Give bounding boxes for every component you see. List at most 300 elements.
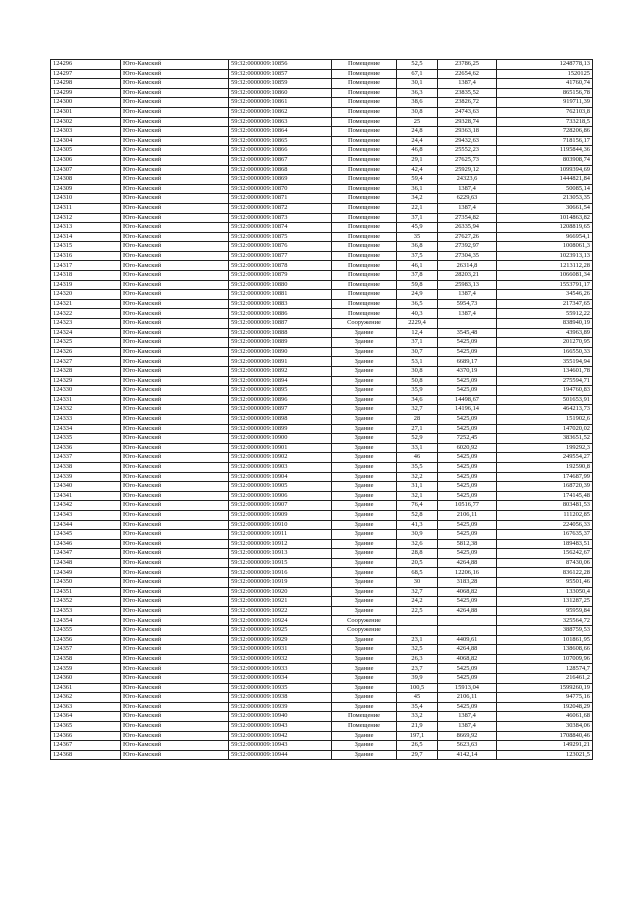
- area-cell: 100,5: [397, 683, 438, 693]
- object-type-cell: Помещение: [332, 155, 397, 165]
- object-type-cell: Здание: [332, 530, 397, 540]
- region-name-cell: Юго-Камский: [121, 69, 229, 79]
- unit-value-cell: 5425,09: [438, 472, 497, 482]
- row-number-cell: 124331: [51, 395, 121, 405]
- unit-value-cell: 23826,72: [438, 98, 497, 108]
- cadastral-value-cell: 464213,73: [497, 405, 593, 415]
- table-row: [51, 242, 593, 252]
- row-number-cell: 124329: [51, 376, 121, 386]
- cadastral-value-cell: 133050,4: [497, 587, 593, 597]
- cadastral-number-cell: 59:32:0000009:10919: [229, 578, 332, 588]
- area-cell: [397, 616, 438, 626]
- table-row: [51, 597, 593, 607]
- row-number-cell: 124363: [51, 702, 121, 712]
- cadastral-value-cell: 213053,35: [497, 194, 593, 204]
- cadastral-number-cell: 59:32:0000009:10897: [229, 405, 332, 415]
- cadastral-value-cell: 167635,37: [497, 530, 593, 540]
- object-type-cell: Помещение: [332, 107, 397, 117]
- table-row: [51, 530, 593, 540]
- table-row: [51, 434, 593, 444]
- cadastral-value-cell: 138608,66: [497, 645, 593, 655]
- row-number-cell: 124302: [51, 117, 121, 127]
- row-number-cell: 124343: [51, 510, 121, 520]
- cadastral-value-cell: 168720,39: [497, 482, 593, 492]
- row-number-cell: 124333: [51, 414, 121, 424]
- row-number-cell: 124355: [51, 626, 121, 636]
- object-type-cell: Помещение: [332, 79, 397, 89]
- row-number-cell: 124309: [51, 184, 121, 194]
- cadastral-value-cell: 156242,67: [497, 549, 593, 559]
- object-type-cell: Помещение: [332, 309, 397, 319]
- object-type-cell: Помещение: [332, 280, 397, 290]
- region-name-cell: Юго-Камский: [121, 290, 229, 300]
- table-row: [51, 223, 593, 233]
- table-row: [51, 261, 593, 271]
- area-cell: 34,2: [397, 194, 438, 204]
- area-cell: 39,9: [397, 674, 438, 684]
- object-type-cell: Сооружение: [332, 319, 397, 329]
- unit-value-cell: 14498,67: [438, 395, 497, 405]
- row-number-cell: 124358: [51, 654, 121, 664]
- unit-value-cell: [438, 319, 497, 329]
- row-number-cell: 124347: [51, 549, 121, 559]
- row-number-cell: 124325: [51, 338, 121, 348]
- object-type-cell: Здание: [332, 328, 397, 338]
- cadastral-value-cell: 30661,54: [497, 203, 593, 213]
- cadastral-number-cell: 59:32:0000009:10856: [229, 60, 332, 70]
- unit-value-cell: 3545,48: [438, 328, 497, 338]
- object-type-cell: Здание: [332, 482, 397, 492]
- area-cell: 46,1: [397, 261, 438, 271]
- table-row: [51, 127, 593, 137]
- cadastral-number-cell: 59:32:0000009:10874: [229, 223, 332, 233]
- region-name-cell: Юго-Камский: [121, 539, 229, 549]
- row-number-cell: 124323: [51, 319, 121, 329]
- area-cell: 41,3: [397, 520, 438, 530]
- area-cell: 34,6: [397, 395, 438, 405]
- region-name-cell: Юго-Камский: [121, 510, 229, 520]
- area-cell: 32,1: [397, 491, 438, 501]
- cadastral-value-cell: 1208819,65: [497, 223, 593, 233]
- area-cell: 45: [397, 693, 438, 703]
- area-cell: 23,7: [397, 664, 438, 674]
- object-type-cell: Здание: [332, 491, 397, 501]
- unit-value-cell: 25929,12: [438, 165, 497, 175]
- area-cell: 35: [397, 232, 438, 242]
- unit-value-cell: [438, 616, 497, 626]
- cadastral-number-cell: 59:32:0000009:10942: [229, 731, 332, 741]
- object-type-cell: Помещение: [332, 223, 397, 233]
- region-name-cell: Юго-Камский: [121, 654, 229, 664]
- unit-value-cell: [438, 626, 497, 636]
- cadastral-value-cell: 803908,74: [497, 155, 593, 165]
- region-name-cell: Юго-Камский: [121, 347, 229, 357]
- cadastral-value-cell: 189483,51: [497, 539, 593, 549]
- table-row: [51, 606, 593, 616]
- object-type-cell: Здание: [332, 693, 397, 703]
- table-row: [51, 280, 593, 290]
- area-cell: 42,4: [397, 165, 438, 175]
- row-number-cell: 124316: [51, 251, 121, 261]
- cadastral-number-cell: 59:32:0000009:10911: [229, 530, 332, 540]
- cadastral-number-cell: 59:32:0000009:10931: [229, 645, 332, 655]
- cadastral-number-cell: 59:32:0000009:10889: [229, 338, 332, 348]
- object-type-cell: Здание: [332, 414, 397, 424]
- area-cell: 27,1: [397, 424, 438, 434]
- region-name-cell: Юго-Камский: [121, 549, 229, 559]
- area-cell: 38,6: [397, 98, 438, 108]
- table-row: [51, 376, 593, 386]
- object-type-cell: Здание: [332, 597, 397, 607]
- cadastral-number-cell: 59:32:0000009:10943: [229, 721, 332, 731]
- unit-value-cell: 27354,82: [438, 213, 497, 223]
- unit-value-cell: 5425,09: [438, 453, 497, 463]
- row-number-cell: 124318: [51, 271, 121, 281]
- cadastral-number-cell: 59:32:0000009:10887: [229, 319, 332, 329]
- cadastral-value-cell: 1195844,36: [497, 146, 593, 156]
- row-number-cell: 124348: [51, 558, 121, 568]
- cadastral-number-cell: 59:32:0000009:10925: [229, 626, 332, 636]
- object-type-cell: Здание: [332, 568, 397, 578]
- unit-value-cell: 27392,97: [438, 242, 497, 252]
- object-type-cell: Помещение: [332, 299, 397, 309]
- cadastral-value-cell: 216461,2: [497, 674, 593, 684]
- object-type-cell: Помещение: [332, 213, 397, 223]
- row-number-cell: 124339: [51, 472, 121, 482]
- table-row: [51, 568, 593, 578]
- row-number-cell: 124297: [51, 69, 121, 79]
- table-row: [51, 165, 593, 175]
- cadastral-number-cell: 59:32:0000009:10881: [229, 290, 332, 300]
- unit-value-cell: 12206,16: [438, 568, 497, 578]
- area-cell: 59,4: [397, 175, 438, 185]
- cadastral-value-cell: 34546,26: [497, 290, 593, 300]
- row-number-cell: 124335: [51, 434, 121, 444]
- object-type-cell: Здание: [332, 405, 397, 415]
- area-cell: 30,1: [397, 79, 438, 89]
- cadastral-value-cell: 123021,5: [497, 750, 593, 760]
- cadastral-value-cell: 249554,27: [497, 453, 593, 463]
- object-type-cell: Помещение: [332, 203, 397, 213]
- cadastral-number-cell: 59:32:0000009:10904: [229, 472, 332, 482]
- row-number-cell: 124353: [51, 606, 121, 616]
- unit-value-cell: 5425,09: [438, 347, 497, 357]
- region-name-cell: Юго-Камский: [121, 472, 229, 482]
- area-cell: 68,5: [397, 568, 438, 578]
- table-row: [51, 309, 593, 319]
- unit-value-cell: 25552,23: [438, 146, 497, 156]
- cadastral-number-cell: 59:32:0000009:10862: [229, 107, 332, 117]
- cadastral-value-table: [50, 59, 593, 760]
- area-cell: 30,7: [397, 347, 438, 357]
- region-name-cell: Юго-Камский: [121, 453, 229, 463]
- cadastral-value-cell: 174687,99: [497, 472, 593, 482]
- cadastral-number-cell: 59:32:0000009:10940: [229, 712, 332, 722]
- area-cell: 33,2: [397, 712, 438, 722]
- unit-value-cell: 6020,92: [438, 443, 497, 453]
- cadastral-value-cell: 217347,65: [497, 299, 593, 309]
- area-cell: 35,4: [397, 702, 438, 712]
- region-name-cell: Юго-Камский: [121, 127, 229, 137]
- object-type-cell: Помещение: [332, 165, 397, 175]
- region-name-cell: Юго-Камский: [121, 309, 229, 319]
- row-number-cell: 124314: [51, 232, 121, 242]
- row-number-cell: 124350: [51, 578, 121, 588]
- area-cell: 30: [397, 578, 438, 588]
- unit-value-cell: 4264,88: [438, 645, 497, 655]
- row-number-cell: 124327: [51, 357, 121, 367]
- area-cell: 37,5: [397, 251, 438, 261]
- area-cell: 29,7: [397, 750, 438, 760]
- table-row: [51, 251, 593, 261]
- row-number-cell: 124306: [51, 155, 121, 165]
- unit-value-cell: 5425,09: [438, 386, 497, 396]
- cadastral-value-cell: 43963,89: [497, 328, 593, 338]
- object-type-cell: Помещение: [332, 290, 397, 300]
- row-number-cell: 124300: [51, 98, 121, 108]
- unit-value-cell: 29328,74: [438, 117, 497, 127]
- table-row: [51, 347, 593, 357]
- unit-value-cell: 14196,14: [438, 405, 497, 415]
- cadastral-number-cell: 59:32:0000009:10920: [229, 587, 332, 597]
- object-type-cell: Здание: [332, 395, 397, 405]
- unit-value-cell: 5425,09: [438, 549, 497, 559]
- unit-value-cell: 5425,09: [438, 674, 497, 684]
- row-number-cell: 124346: [51, 539, 121, 549]
- unit-value-cell: 4068,82: [438, 587, 497, 597]
- unit-value-cell: 4068,82: [438, 654, 497, 664]
- cadastral-number-cell: 59:32:0000009:10869: [229, 175, 332, 185]
- area-cell: 26,3: [397, 654, 438, 664]
- cadastral-value-cell: 41760,74: [497, 79, 593, 89]
- cadastral-value-cell: 1708840,46: [497, 731, 593, 741]
- cadastral-value-cell: 1014863,82: [497, 213, 593, 223]
- cadastral-value-cell: 1023913,13: [497, 251, 593, 261]
- area-cell: 32,5: [397, 645, 438, 655]
- cadastral-value-cell: 325564,72: [497, 616, 593, 626]
- area-cell: 50,8: [397, 376, 438, 386]
- cadastral-value-cell: 128574,7: [497, 664, 593, 674]
- region-name-cell: Юго-Камский: [121, 578, 229, 588]
- cadastral-number-cell: 59:32:0000009:10939: [229, 702, 332, 712]
- unit-value-cell: 5425,09: [438, 520, 497, 530]
- table-row: [51, 107, 593, 117]
- region-name-cell: Юго-Камский: [121, 702, 229, 712]
- table-row: [51, 520, 593, 530]
- row-number-cell: 124303: [51, 127, 121, 137]
- object-type-cell: Сооружение: [332, 626, 397, 636]
- region-name-cell: Юго-Камский: [121, 750, 229, 760]
- region-name-cell: Юго-Камский: [121, 482, 229, 492]
- cadastral-value-cell: 1099394,69: [497, 165, 593, 175]
- cadastral-value-cell: 728206,86: [497, 127, 593, 137]
- area-cell: 31,1: [397, 482, 438, 492]
- unit-value-cell: 5425,09: [438, 338, 497, 348]
- object-type-cell: Помещение: [332, 712, 397, 722]
- cadastral-number-cell: 59:32:0000009:10924: [229, 616, 332, 626]
- area-cell: 24,9: [397, 290, 438, 300]
- cadastral-number-cell: 59:32:0000009:10921: [229, 597, 332, 607]
- cadastral-value-cell: 355194,94: [497, 357, 593, 367]
- table-row: [51, 645, 593, 655]
- unit-value-cell: 5425,09: [438, 702, 497, 712]
- cadastral-number-cell: 59:32:0000009:10922: [229, 606, 332, 616]
- area-cell: 28: [397, 414, 438, 424]
- cadastral-number-cell: 59:32:0000009:10868: [229, 165, 332, 175]
- region-name-cell: Юго-Камский: [121, 626, 229, 636]
- row-number-cell: 124365: [51, 721, 121, 731]
- object-type-cell: Здание: [332, 635, 397, 645]
- cadastral-number-cell: 59:32:0000009:10903: [229, 462, 332, 472]
- table-row: [51, 721, 593, 731]
- cadastral-value-cell: 803481,53: [497, 501, 593, 511]
- table-row: [51, 482, 593, 492]
- table-row: [51, 395, 593, 405]
- table-row: [51, 184, 593, 194]
- unit-value-cell: 5425,09: [438, 414, 497, 424]
- table-row: [51, 319, 593, 329]
- area-cell: 22,5: [397, 606, 438, 616]
- row-number-cell: 124315: [51, 242, 121, 252]
- cadastral-value-cell: 1248778,13: [497, 60, 593, 70]
- row-number-cell: 124360: [51, 674, 121, 684]
- table-row: [51, 587, 593, 597]
- unit-value-cell: 1387,4: [438, 721, 497, 731]
- table-row: [51, 472, 593, 482]
- region-name-cell: Юго-Камский: [121, 194, 229, 204]
- row-number-cell: 124354: [51, 616, 121, 626]
- row-number-cell: 124299: [51, 88, 121, 98]
- region-name-cell: Юго-Камский: [121, 79, 229, 89]
- region-name-cell: Юго-Камский: [121, 645, 229, 655]
- object-type-cell: Помещение: [332, 261, 397, 271]
- row-number-cell: 124311: [51, 203, 121, 213]
- cadastral-value-cell: 50085,14: [497, 184, 593, 194]
- cadastral-number-cell: 59:32:0000009:10933: [229, 664, 332, 674]
- region-name-cell: Юго-Камский: [121, 635, 229, 645]
- area-cell: 32,7: [397, 587, 438, 597]
- cadastral-value-cell: 919711,39: [497, 98, 593, 108]
- cadastral-value-cell: 101861,95: [497, 635, 593, 645]
- row-number-cell: 124349: [51, 568, 121, 578]
- cadastral-value-cell: 1599260,19: [497, 683, 593, 693]
- cadastral-value-cell: 55912,22: [497, 309, 593, 319]
- cadastral-number-cell: 59:32:0000009:10909: [229, 510, 332, 520]
- region-name-cell: Юго-Камский: [121, 299, 229, 309]
- row-number-cell: 124321: [51, 299, 121, 309]
- object-type-cell: Сооружение: [332, 616, 397, 626]
- table-row: [51, 462, 593, 472]
- row-number-cell: 124320: [51, 290, 121, 300]
- cadastral-value-cell: 94775,16: [497, 693, 593, 703]
- table-row: [51, 693, 593, 703]
- object-type-cell: Здание: [332, 606, 397, 616]
- unit-value-cell: 5425,09: [438, 530, 497, 540]
- table-row: [51, 616, 593, 626]
- object-type-cell: Здание: [332, 549, 397, 559]
- cadastral-number-cell: 59:32:0000009:10859: [229, 79, 332, 89]
- cadastral-number-cell: 59:32:0000009:10867: [229, 155, 332, 165]
- object-type-cell: Здание: [332, 750, 397, 760]
- object-type-cell: Здание: [332, 453, 397, 463]
- row-number-cell: 124366: [51, 731, 121, 741]
- region-name-cell: Юго-Камский: [121, 434, 229, 444]
- unit-value-cell: 27627,26: [438, 232, 497, 242]
- region-name-cell: Юго-Камский: [121, 491, 229, 501]
- cadastral-number-cell: 59:32:0000009:10890: [229, 347, 332, 357]
- cadastral-number-cell: 59:32:0000009:10910: [229, 520, 332, 530]
- area-cell: 29,1: [397, 155, 438, 165]
- cadastral-value-cell: 95959,84: [497, 606, 593, 616]
- unit-value-cell: 29432,63: [438, 136, 497, 146]
- area-cell: 32,2: [397, 472, 438, 482]
- object-type-cell: Помещение: [332, 232, 397, 242]
- area-cell: 32,6: [397, 539, 438, 549]
- cadastral-value-cell: 174145,48: [497, 491, 593, 501]
- cadastral-value-cell: 199292,3: [497, 443, 593, 453]
- region-name-cell: Юго-Камский: [121, 501, 229, 511]
- unit-value-cell: 5954,73: [438, 299, 497, 309]
- unit-value-cell: 4264,88: [438, 606, 497, 616]
- table-row: [51, 405, 593, 415]
- cadastral-number-cell: 59:32:0000009:10915: [229, 558, 332, 568]
- cadastral-value-cell: 194760,83: [497, 386, 593, 396]
- row-number-cell: 124345: [51, 530, 121, 540]
- area-cell: 36,3: [397, 88, 438, 98]
- cadastral-number-cell: 59:32:0000009:10870: [229, 184, 332, 194]
- table-row: [51, 146, 593, 156]
- row-number-cell: 124359: [51, 664, 121, 674]
- cadastral-number-cell: 59:32:0000009:10899: [229, 424, 332, 434]
- object-type-cell: Помещение: [332, 88, 397, 98]
- area-cell: 23,1: [397, 635, 438, 645]
- table-body: [51, 60, 593, 760]
- row-number-cell: 124357: [51, 645, 121, 655]
- unit-value-cell: 15913,04: [438, 683, 497, 693]
- region-name-cell: Юго-Камский: [121, 712, 229, 722]
- region-name-cell: Юго-Камский: [121, 184, 229, 194]
- unit-value-cell: 27304,35: [438, 251, 497, 261]
- cadastral-number-cell: 59:32:0000009:10935: [229, 683, 332, 693]
- cadastral-number-cell: 59:32:0000009:10894: [229, 376, 332, 386]
- table-row: [51, 338, 593, 348]
- cadastral-number-cell: 59:32:0000009:10871: [229, 194, 332, 204]
- object-type-cell: Здание: [332, 424, 397, 434]
- cadastral-number-cell: 59:32:0000009:10916: [229, 568, 332, 578]
- unit-value-cell: 3183,28: [438, 578, 497, 588]
- area-cell: 36,8: [397, 242, 438, 252]
- object-type-cell: Помещение: [332, 251, 397, 261]
- cadastral-number-cell: 59:32:0000009:10888: [229, 328, 332, 338]
- cadastral-value-cell: 838940,19: [497, 319, 593, 329]
- table-row: [51, 443, 593, 453]
- object-type-cell: Здание: [332, 539, 397, 549]
- unit-value-cell: 5425,09: [438, 376, 497, 386]
- table-row: [51, 626, 593, 636]
- row-number-cell: 124313: [51, 223, 121, 233]
- unit-value-cell: 27625,73: [438, 155, 497, 165]
- region-name-cell: Юго-Камский: [121, 338, 229, 348]
- table-row: [51, 88, 593, 98]
- region-name-cell: Юго-Камский: [121, 155, 229, 165]
- cadastral-value-cell: 131287,25: [497, 597, 593, 607]
- area-cell: 28,8: [397, 549, 438, 559]
- area-cell: 33,1: [397, 443, 438, 453]
- row-number-cell: 124330: [51, 386, 121, 396]
- cadastral-number-cell: 59:32:0000009:10886: [229, 309, 332, 319]
- cadastral-number-cell: 59:32:0000009:10895: [229, 386, 332, 396]
- object-type-cell: Здание: [332, 472, 397, 482]
